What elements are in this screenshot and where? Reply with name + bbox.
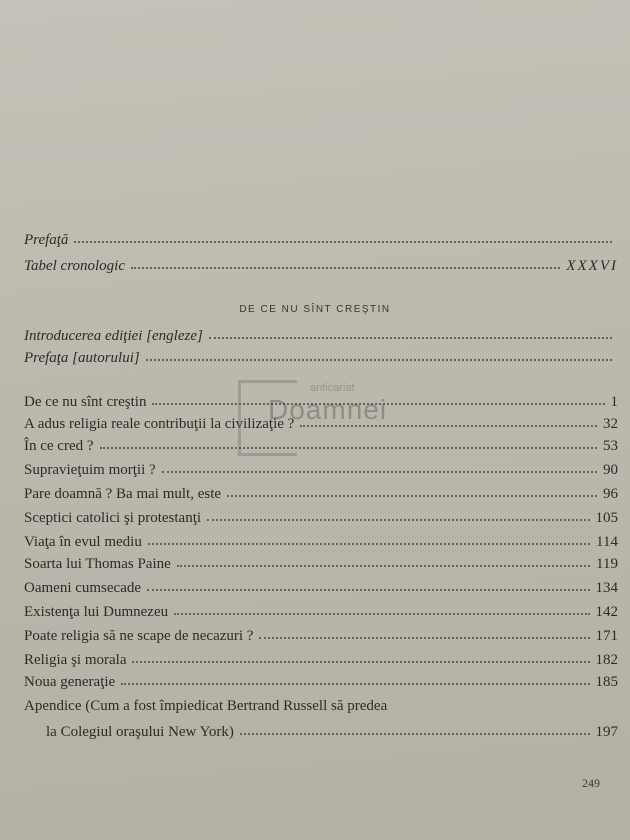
watermark-main-text: Doamnei (268, 394, 388, 425)
toc-entry-title: Prefaţă (24, 232, 69, 248)
toc-chapter (24, 556, 618, 576)
toc-entry-chronology (24, 258, 618, 278)
toc-chapter-page: 105 (595, 510, 618, 526)
toc-chapter-page: 119 (596, 556, 618, 572)
toc-chapter (24, 462, 618, 482)
leader-dots (146, 359, 612, 361)
toc-chapter (24, 416, 618, 436)
toc-entry-intro (24, 328, 618, 348)
leader-dots (147, 589, 589, 591)
leader-dots (131, 267, 560, 269)
toc-chapter-page: 1 (610, 394, 618, 410)
toc-chapter-title: Religia şi morala (24, 652, 127, 668)
toc-appendix-page: 197 (595, 724, 618, 740)
toc-chapter-page: 182 (595, 652, 618, 668)
toc-chapter-title: Viaţa în evul mediu (24, 534, 142, 550)
toc-entry-title: Prefaţa [autorului] (24, 350, 140, 366)
page-number: 249 (582, 776, 600, 790)
toc-appendix-line1 (24, 698, 618, 718)
toc-chapter-title: Noua generaţie (24, 674, 116, 690)
toc-chapter-page: 96 (603, 486, 618, 502)
leader-dots (148, 543, 590, 545)
toc-chapter-title: Sceptici catolici şi protestanţi (24, 510, 202, 526)
leader-dots (74, 241, 612, 243)
toc-chapter (24, 534, 618, 554)
toc-chapter (24, 438, 618, 458)
toc-chapter (24, 652, 618, 672)
leader-dots (227, 495, 597, 497)
toc-chapter-title: Pare doamnă ? Ba mai mult, este (24, 486, 222, 502)
toc-chapter-title: Soarta lui Thomas Paine (24, 556, 171, 572)
toc-entry-page: XXXVI (566, 258, 618, 274)
leader-dots (209, 337, 612, 339)
leader-dots (300, 425, 597, 427)
toc-appendix-title: Apendice (Cum a fost împiedicat Bertrand Russell să predea (24, 698, 388, 714)
toc-appendix-line2 (46, 724, 618, 744)
toc-chapter-title: Existenţa lui Dumnezeu (24, 604, 169, 620)
leader-dots (152, 403, 604, 405)
leader-dots (121, 683, 589, 685)
toc-chapter-title: De ce nu sînt creştin (24, 394, 147, 410)
toc-chapter-title: Supravieţuim morţii ? (24, 462, 156, 478)
toc-entry-title: Tabel cronologic (24, 258, 125, 274)
toc-appendix-title-continued: la Colegiul oraşului New York) (46, 724, 234, 740)
leader-dots (100, 447, 597, 449)
toc-chapter-page: 114 (596, 534, 618, 550)
toc-chapter-title: Oameni cumsecade (24, 580, 142, 596)
toc-chapter-title: Poate religia să ne scape de necazuri ? (24, 628, 254, 644)
leader-dots (174, 613, 589, 615)
toc-chapter (24, 486, 618, 506)
leader-dots (162, 471, 597, 473)
toc-chapter (24, 604, 618, 624)
toc-chapter (24, 674, 618, 694)
toc-chapter (24, 580, 618, 600)
toc-chapter (24, 510, 618, 530)
toc-entry-author-preface (24, 350, 618, 370)
toc-chapter (24, 628, 618, 648)
toc-chapter-page: 53 (603, 438, 618, 454)
toc-chapter-title: În ce cred ? (24, 438, 94, 454)
leader-dots (259, 637, 589, 639)
toc-chapter-page: 90 (603, 462, 618, 478)
toc-chapter-title: A adus religia reale contribuţii la civilizaţie ? (24, 416, 295, 432)
toc-chapter-page: 142 (595, 604, 618, 620)
toc-chapter (24, 394, 618, 414)
toc-chapter-page: 171 (595, 628, 618, 644)
toc-entry-title: Introducerea ediţiei [engleze] (24, 328, 203, 344)
section-heading: DE CE NU SÎNT CREŞTIN (239, 304, 391, 315)
toc-entry-preface (24, 232, 618, 252)
leader-dots (132, 661, 589, 663)
leader-dots (207, 519, 589, 521)
toc-chapter-page: 32 (603, 416, 618, 432)
toc-chapter-page: 185 (595, 674, 618, 690)
toc-chapter-page: 134 (595, 580, 618, 596)
watermark-top-text: anticariat (310, 382, 355, 394)
leader-dots (240, 733, 590, 735)
leader-dots (177, 565, 590, 567)
